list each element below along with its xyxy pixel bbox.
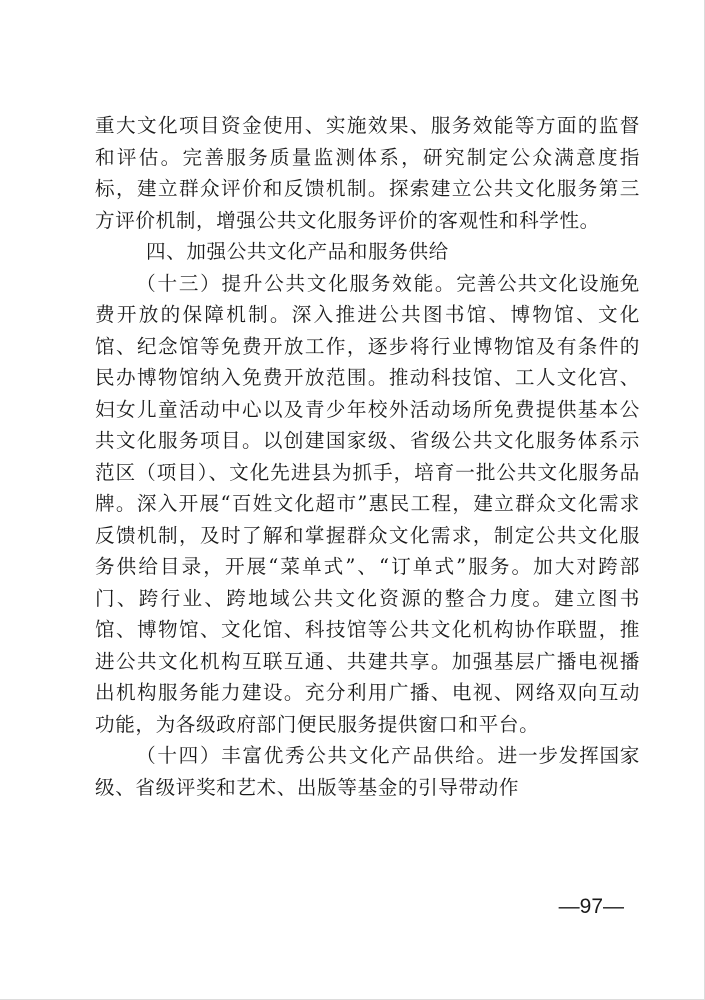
body-text: [95, 110, 640, 803]
section-heading: [95, 236, 640, 268]
item-title: （十三）提升公共文化服务效能。: [136, 271, 457, 295]
paragraph-text: 重大文化项目资金使用、实施效果、服务效能等方面的监督和评估。完善服务质量监测体系，研究制定公众满意度指标，建立群众评价和反馈机制。探索建立公共文化服务第三方评价机制，增强公共文化服务评价的客观性和科学性。: [95, 114, 640, 232]
page-number: —97—: [558, 895, 624, 918]
paragraph-item-14: [95, 740, 640, 803]
item-text: 进一步发挥国家级、省级评奖和艺术、出版等基金的引导带动作: [95, 744, 640, 799]
paragraph-item-13: [95, 268, 640, 741]
item-text: 完善公共文化设施免费开放的保障机制。深入推进公共图书馆、博物馆、文化馆、纪念馆等免费开放工作，逐步将行业博物馆及有条件的民办博物馆纳入免费开放范围。推动科技馆、工人文化宫、妇女儿童活动中心以及青少年校外活动场所免费提供基本公共文化服务项目。以创建国家级、省级公共文化服务体系示范区（项目）、文化先进县为抓手，培育一批公共文化服务品牌。深入开展“百姓文化超市”惠民工程，建立群众文化需求反馈机制，及时了解和掌握群众文化需求，制定公共文化服务供给目录，开展“菜单式”、“订单式”服务。加大对跨部门、跨行业、跨地域公共文化资源的整合力度。建立图书馆、博物馆、文化馆、科技馆等公共文化机构协作联盟，推进公共文化机构互联互通、共建共享。加强基层广播电视播出机构服务能力建设。充分利用广播、电视、网络双向互动功能，为各级政府部门便民服务提供窗口和平台。: [95, 271, 641, 736]
item-title: （十四）丰富优秀公共文化产品供给。: [136, 744, 498, 767]
paragraph-continuation: [95, 110, 640, 236]
section-heading-text: 四、加强公共文化产品和服务供给: [145, 240, 449, 263]
